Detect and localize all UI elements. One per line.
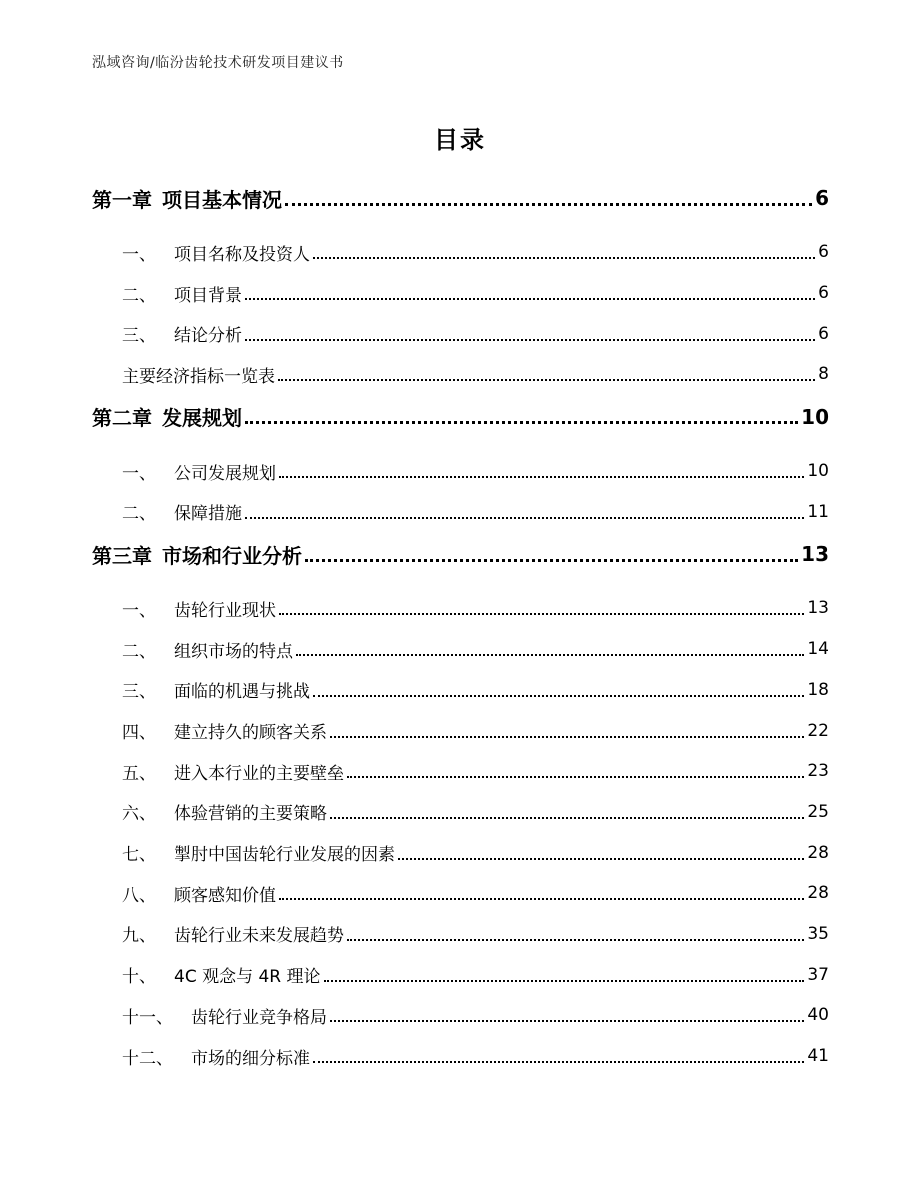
toc-entry-label (122, 596, 276, 621)
toc-entry-label (92, 540, 302, 569)
toc-entry-title: 齿轮行业未来发展趋势 (174, 926, 344, 947)
toc-dot-leader (285, 203, 812, 206)
toc-entry-label (122, 281, 242, 306)
toc-entry-title: 保障措施 (174, 504, 242, 525)
toc-page-number: 22 (807, 720, 829, 741)
toc-page-number: 28 (807, 883, 829, 904)
toc-entry-number: 六、 (122, 804, 156, 825)
toc-entry-title: 项目背景 (174, 285, 242, 306)
toc-section-entry[interactable] (92, 792, 829, 833)
toc-chapter-entry[interactable] (92, 532, 829, 576)
toc-page-number: 13 (801, 542, 829, 567)
toc-entry-label (122, 321, 242, 346)
toc-entry-number: 三、 (122, 682, 156, 703)
toc-entry-title: 项目基本情况 (162, 187, 282, 212)
toc-dot-leader (245, 421, 798, 424)
toc-entry-title: 面临的机遇与挑战 (174, 682, 310, 703)
toc-entry-title: 掣肘中国齿轮行业发展的因素 (174, 845, 395, 866)
toc-entry-title: 进入本行业的主要壁垒 (174, 763, 344, 784)
toc-section-entry[interactable] (92, 629, 829, 670)
toc-entry-label (122, 499, 242, 524)
toc-section-entry[interactable] (92, 751, 829, 792)
toc-section-entry[interactable] (92, 588, 829, 629)
toc-entry-title: 发展规划 (162, 406, 242, 431)
toc-chapter-entry[interactable] (92, 395, 829, 439)
toc-dot-leader (279, 613, 804, 615)
toc-entry-title: 体验营销的主要策略 (174, 804, 327, 825)
toc-dot-leader (245, 339, 815, 341)
toc-page-number: 35 (807, 923, 829, 944)
toc-entry-title: 齿轮行业现状 (174, 600, 276, 621)
toc-entry-title: 4C 观念与 4R 理论 (174, 967, 321, 988)
toc-dot-leader (313, 1061, 804, 1063)
document-header: 泓域咨询/临汾齿轮技术研发项目建议书 (92, 55, 344, 71)
toc-section-entry[interactable] (92, 313, 829, 354)
toc-entry-label (122, 1044, 310, 1069)
toc-entry-number: 九、 (122, 926, 156, 947)
toc-section-entry[interactable] (92, 995, 829, 1036)
table-of-contents (92, 176, 829, 1076)
toc-dot-leader (324, 980, 805, 982)
toc-entry-label (92, 184, 282, 213)
toc-entry-number: 第一章 (92, 187, 152, 212)
toc-page-number: 28 (807, 842, 829, 863)
toc-entry-number: 二、 (122, 285, 156, 306)
spacer (92, 576, 829, 588)
toc-entry-number: 五、 (122, 763, 156, 784)
toc-section-entry[interactable] (92, 354, 829, 395)
toc-section-entry[interactable] (92, 232, 829, 273)
toc-entry-title: 公司发展规划 (174, 463, 276, 484)
toc-dot-leader (296, 654, 804, 656)
toc-section-entry[interactable] (92, 914, 829, 955)
toc-dot-leader (245, 517, 804, 519)
toc-dot-leader (330, 736, 804, 738)
toc-page-number: 23 (807, 761, 829, 782)
toc-page-number: 14 (807, 639, 829, 660)
toc-dot-leader (330, 817, 804, 819)
toc-section-entry[interactable] (92, 491, 829, 532)
toc-entry-label (122, 759, 344, 784)
toc-dot-leader (279, 476, 804, 478)
toc-page-number: 10 (807, 461, 829, 482)
toc-section-entry[interactable] (92, 954, 829, 995)
toc-page-number: 25 (807, 801, 829, 822)
toc-page-number: 6 (815, 186, 829, 210)
toc-page-number: 18 (807, 679, 829, 700)
toc-entry-number: 十二、 (122, 1048, 173, 1069)
toc-entry-number: 十一、 (122, 1007, 173, 1028)
toc-entry-label (122, 240, 310, 265)
toc-entry-label (122, 677, 310, 702)
toc-entry-title: 组织市场的特点 (174, 641, 293, 662)
toc-entry-number: 三、 (122, 326, 156, 347)
spacer (92, 439, 829, 451)
toc-section-entry[interactable] (92, 710, 829, 751)
toc-entry-label (122, 840, 395, 865)
toc-entry-title: 顾客感知价值 (174, 885, 276, 906)
toc-entry-number: 一、 (122, 600, 156, 621)
toc-page-number: 6 (818, 283, 829, 304)
toc-entry-number: 四、 (122, 723, 156, 744)
toc-entry-label (122, 362, 275, 387)
toc-entry-label (122, 459, 276, 484)
toc-entry-number: 二、 (122, 504, 156, 525)
toc-entry-title: 市场的细分标准 (191, 1048, 310, 1069)
toc-section-entry[interactable] (92, 1036, 829, 1077)
toc-entry-label (122, 962, 321, 987)
toc-entry-label (122, 1003, 327, 1028)
toc-dot-leader (398, 858, 804, 860)
toc-page-number: 11 (807, 501, 829, 522)
toc-entry-title: 项目名称及投资人 (174, 244, 310, 265)
toc-entry-label (122, 799, 327, 824)
toc-page-number: 10 (801, 404, 829, 429)
toc-dot-leader (305, 559, 798, 562)
toc-chapter-entry[interactable] (92, 176, 829, 220)
toc-entry-number: 二、 (122, 641, 156, 662)
toc-entry-label (92, 402, 242, 431)
toc-page-number: 6 (818, 323, 829, 344)
spacer (92, 220, 829, 232)
toc-dot-leader (313, 257, 815, 259)
toc-page-number: 8 (818, 364, 829, 385)
toc-dot-leader (330, 1020, 804, 1022)
toc-section-entry[interactable] (92, 670, 829, 711)
toc-section-entry[interactable] (92, 273, 829, 314)
toc-entry-number: 七、 (122, 845, 156, 866)
toc-section-entry[interactable] (92, 832, 829, 873)
toc-dot-leader (279, 898, 804, 900)
toc-dot-leader (347, 776, 804, 778)
toc-page-number: 40 (807, 1005, 829, 1026)
toc-entry-label (122, 881, 276, 906)
toc-dot-leader (278, 379, 815, 381)
toc-entry-title: 建立持久的顾客关系 (174, 723, 327, 744)
toc-entry-number: 一、 (122, 244, 156, 265)
toc-page-number: 37 (807, 964, 829, 985)
toc-entry-title: 主要经济指标一览表 (122, 366, 275, 387)
toc-entry-title: 结论分析 (174, 326, 242, 347)
toc-entry-label (122, 718, 327, 743)
toc-dot-leader (313, 695, 804, 697)
toc-entry-number: 八、 (122, 885, 156, 906)
toc-entry-label (122, 637, 293, 662)
toc-section-entry[interactable] (92, 873, 829, 914)
toc-entry-number: 一、 (122, 463, 156, 484)
toc-entry-title: 市场和行业分析 (162, 543, 302, 568)
toc-dot-leader (245, 298, 815, 300)
toc-entry-number: 第二章 (92, 406, 152, 431)
toc-title: 目录 (434, 126, 486, 154)
toc-entry-title: 齿轮行业竞争格局 (191, 1007, 327, 1028)
toc-section-entry[interactable] (92, 451, 829, 492)
toc-page-number: 6 (818, 242, 829, 263)
toc-entry-number: 十、 (122, 967, 156, 988)
toc-entry-number: 第三章 (92, 543, 152, 568)
toc-page-number: 13 (807, 598, 829, 619)
toc-page-number: 41 (807, 1046, 829, 1067)
toc-entry-label (122, 921, 344, 946)
toc-dot-leader (347, 939, 804, 941)
